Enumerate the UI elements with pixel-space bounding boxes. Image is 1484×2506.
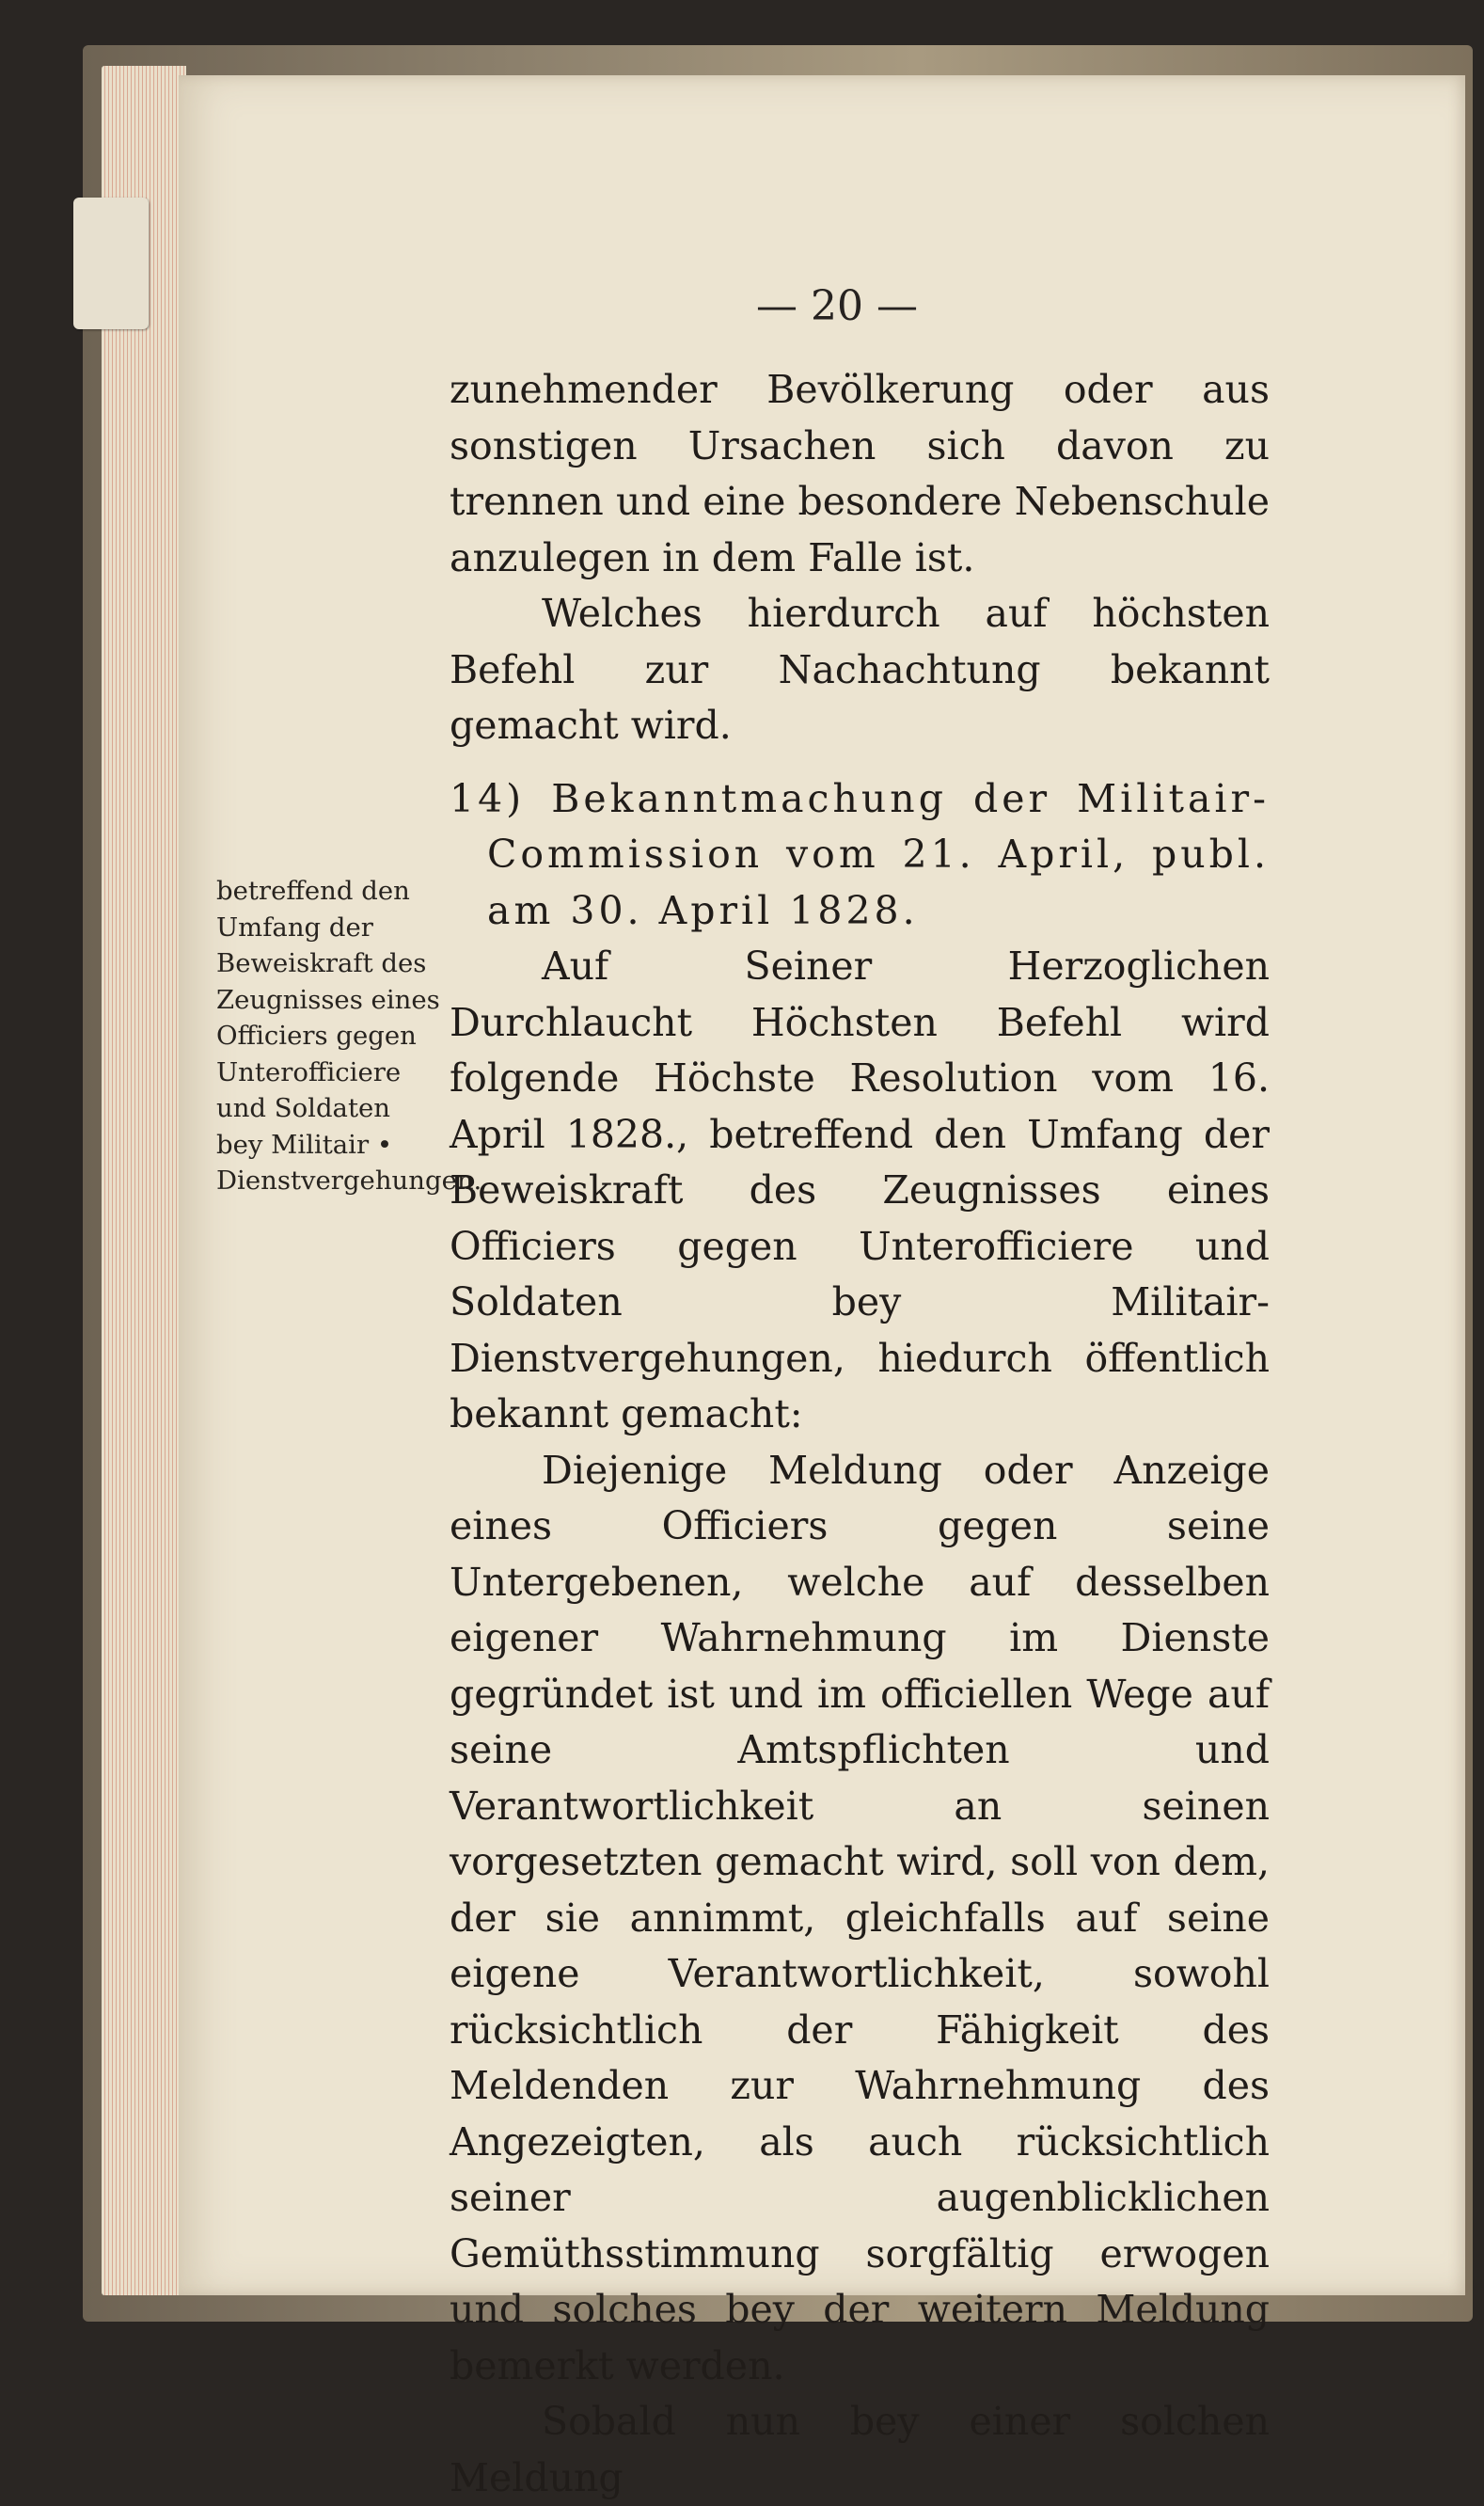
paragraph-final-line: Sobald nun bey einer solchen Meldung [450, 2399, 1270, 2500]
paragraph-continuation: zunehmender Bevölkerung oder aus sonstigen Ursachen sich davon zu trennen und eine besondere Nebenschule anzulegen in dem Falle ist. [450, 367, 1270, 580]
paragraph-report-rule: Diejenige Meldung oder Anzeige eines Officiers gegen seine Untergebenen, welche auf desselben eigener Wahrnehmung im Dienste gegründet ist und im officiellen Wege auf seine Amtspflichten und Verantwortlichkeit an seinen vorgesetzten gemacht wird, soll von dem, der sie annimmt, gleichfalls auf seine eigene Verantwortlichkeit, sowohl rücksichtlich der Fähigkeit des Meldenden zur Wahrnehmung des Angezeigten, als auch rücksichtlich seiner augenblicklichen Gemüthsstimmung sorgfältig erwogen und solches bey der weitern Meldung bemerkt werden. [450, 1447, 1270, 2388]
page-edge-stack [102, 66, 186, 2295]
paragraph-announcement: Auf Seiner Herzoglichen Durchlaucht Höchsten Befehl wird folgende Höchste Resolution vom 16. April 1828., betreffend den Umfang der Beweiskraft des Zeugnisses eines Officiers gegen Unterofficiere und Soldaten bey Militair-Dienstvergehungen, hiedurch öffentlich bekannt gemacht: [450, 944, 1270, 1436]
body-text [450, 362, 1270, 2506]
bookmark-tab [73, 198, 149, 329]
paragraph-closing-order: Welches hierdurch auf höchsten Befehl zur Nachachtung bekannt gemacht wird. [450, 591, 1270, 748]
margin-note: betreffend den Umfang der Beweiskraft des Zeugnisses eines Officiers gegen Unterofficiere und Soldaten bey Militair • Dienstvergehungen. [216, 876, 482, 1196]
page-number: — 20 — [756, 282, 918, 330]
section-heading: 14) Bekanntmachung der Militair-Commission vom 21. April, publ. am 30. April 1828. [450, 775, 1270, 933]
